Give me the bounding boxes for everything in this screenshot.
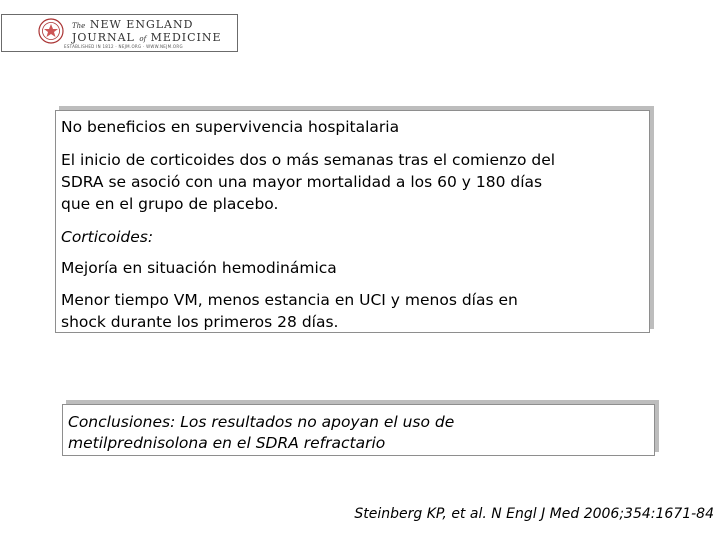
logo-line-1: The NEW ENGLAND [72, 18, 194, 31]
finding-heading: No beneficios en supervivencia hospitalaria [61, 118, 400, 136]
corticoides-subheading: Corticoides: [61, 228, 154, 246]
seal-icon [38, 18, 64, 44]
item-vm-line-2: shock durante los primeros 28 días. [61, 313, 339, 331]
citation: Steinberg KP, et al. N Engl J Med 2006;354:1671-84 [354, 506, 714, 522]
item-hemodynamic: Mejoría en situación hemodinámica [61, 259, 337, 277]
paragraph-line-2: SDRA se asoció con una mayor mortalidad a los 60 y 180 días [61, 173, 543, 191]
logo-line-2: JOURNAL of MEDICINE [72, 31, 222, 44]
paragraph-line-1: El inicio de corticoides dos o más semanas tras el comienzo del [61, 151, 556, 169]
logo-tagline: ESTABLISHED IN 1812 · NEJM.ORG · WWW.NEJM.ORG [64, 44, 183, 49]
paragraph-line-3: que en el grupo de placebo. [61, 195, 279, 213]
conclusion-line-2: metilprednisolona en el SDRA refractario [68, 434, 386, 452]
item-vm-line-1: Menor tiempo VM, menos estancia en UCI y menos días en [61, 291, 518, 309]
conclusion-line-1: Conclusiones: Los resultados no apoyan el uso de [68, 413, 455, 431]
nejm-logo [1, 14, 238, 52]
